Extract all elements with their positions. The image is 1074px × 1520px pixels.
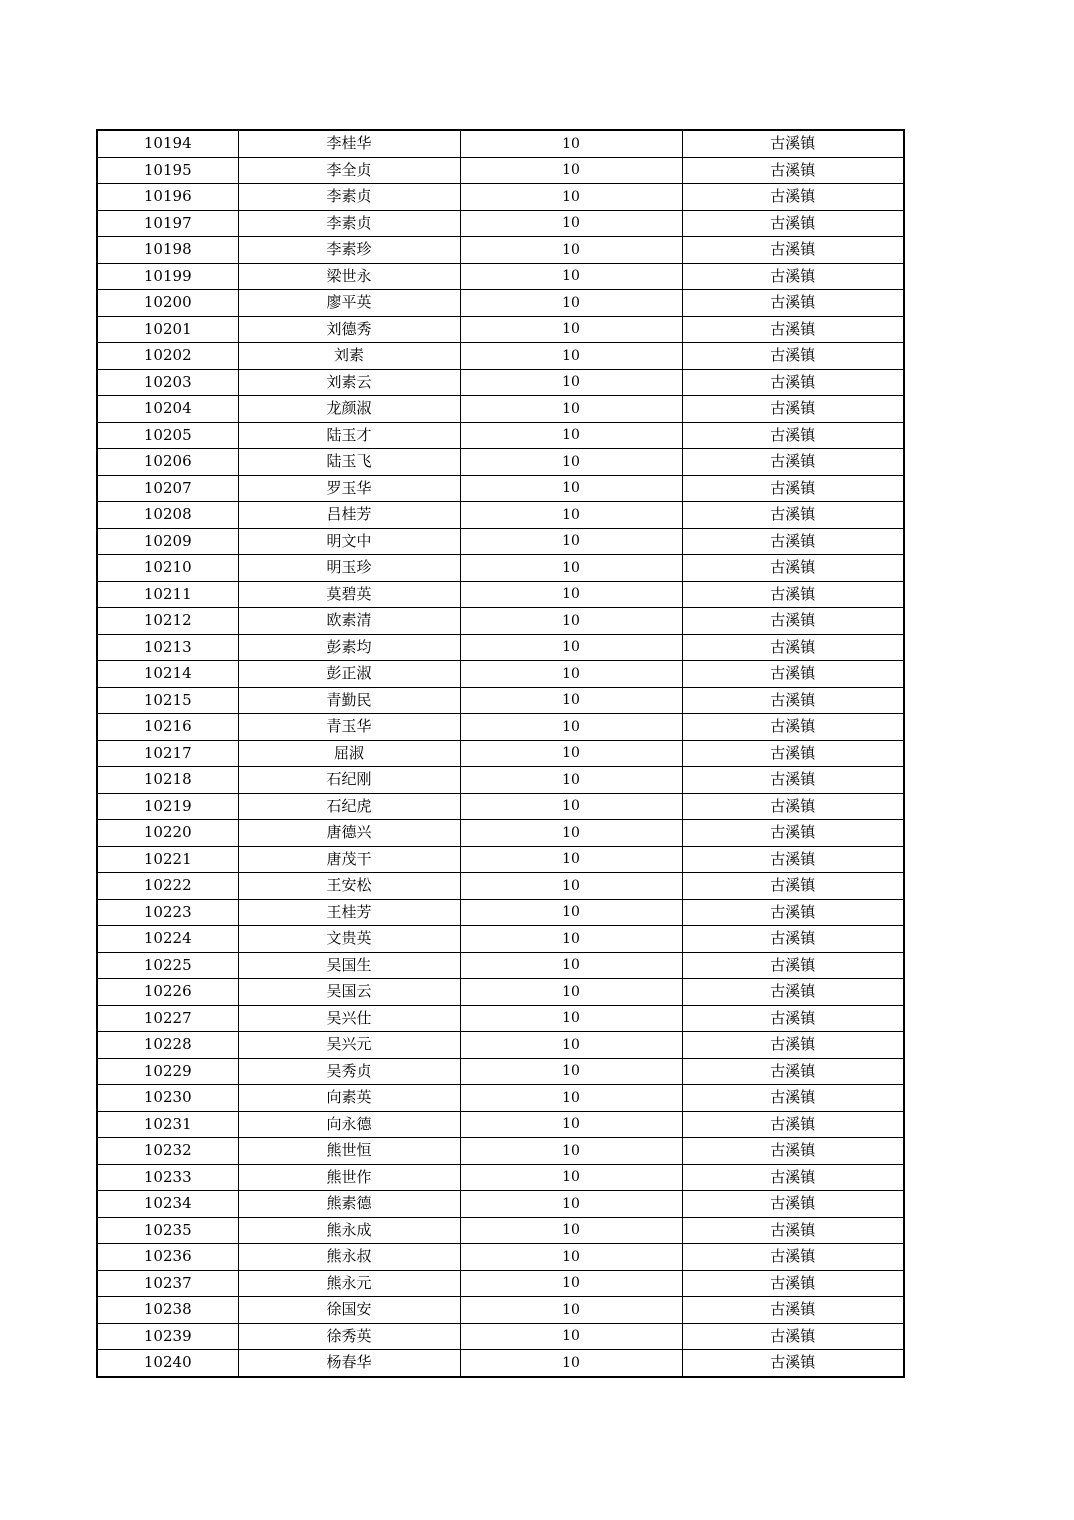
town-cell: 古溪镇 bbox=[682, 740, 904, 767]
name-cell: 彭正淑 bbox=[238, 661, 460, 688]
amount-cell: 10 bbox=[460, 1138, 682, 1165]
town-cell: 古溪镇 bbox=[682, 555, 904, 582]
name-cell: 李桂华 bbox=[238, 130, 460, 157]
amount-cell: 10 bbox=[460, 422, 682, 449]
id-cell: 10222 bbox=[97, 873, 238, 900]
town-cell: 古溪镇 bbox=[682, 263, 904, 290]
town-cell: 古溪镇 bbox=[682, 1085, 904, 1112]
table-row bbox=[97, 369, 904, 396]
name-cell: 陆玉才 bbox=[238, 422, 460, 449]
table-row bbox=[97, 130, 904, 157]
table-row bbox=[97, 157, 904, 184]
data-table bbox=[96, 129, 905, 1378]
table-row bbox=[97, 1244, 904, 1271]
name-cell: 欧素清 bbox=[238, 608, 460, 635]
name-cell: 熊世作 bbox=[238, 1164, 460, 1191]
id-cell: 10240 bbox=[97, 1350, 238, 1377]
town-cell: 古溪镇 bbox=[682, 581, 904, 608]
amount-cell: 10 bbox=[460, 952, 682, 979]
town-cell: 古溪镇 bbox=[682, 714, 904, 741]
id-cell: 10228 bbox=[97, 1032, 238, 1059]
table-row bbox=[97, 634, 904, 661]
table-row bbox=[97, 1138, 904, 1165]
name-cell: 徐国安 bbox=[238, 1297, 460, 1324]
id-cell: 10215 bbox=[97, 687, 238, 714]
id-cell: 10194 bbox=[97, 130, 238, 157]
id-cell: 10198 bbox=[97, 237, 238, 264]
table-row bbox=[97, 873, 904, 900]
name-cell: 梁世永 bbox=[238, 263, 460, 290]
name-cell: 明文中 bbox=[238, 528, 460, 555]
table-row bbox=[97, 714, 904, 741]
name-cell: 彭素均 bbox=[238, 634, 460, 661]
name-cell: 屈淑 bbox=[238, 740, 460, 767]
table-row bbox=[97, 396, 904, 423]
amount-cell: 10 bbox=[460, 396, 682, 423]
table-row bbox=[97, 1032, 904, 1059]
name-cell: 陆玉飞 bbox=[238, 449, 460, 476]
town-cell: 古溪镇 bbox=[682, 1350, 904, 1377]
town-cell: 古溪镇 bbox=[682, 899, 904, 926]
name-cell: 青勤民 bbox=[238, 687, 460, 714]
amount-cell: 10 bbox=[460, 369, 682, 396]
town-cell: 古溪镇 bbox=[682, 1032, 904, 1059]
id-cell: 10226 bbox=[97, 979, 238, 1006]
id-cell: 10235 bbox=[97, 1217, 238, 1244]
table-body bbox=[97, 130, 904, 1377]
town-cell: 古溪镇 bbox=[682, 1323, 904, 1350]
table-row bbox=[97, 767, 904, 794]
name-cell: 王桂芳 bbox=[238, 899, 460, 926]
name-cell: 龙颜淑 bbox=[238, 396, 460, 423]
amount-cell: 10 bbox=[460, 475, 682, 502]
id-cell: 10212 bbox=[97, 608, 238, 635]
id-cell: 10209 bbox=[97, 528, 238, 555]
town-cell: 古溪镇 bbox=[682, 210, 904, 237]
amount-cell: 10 bbox=[460, 528, 682, 555]
town-cell: 古溪镇 bbox=[682, 1297, 904, 1324]
id-cell: 10208 bbox=[97, 502, 238, 529]
name-cell: 李全贞 bbox=[238, 157, 460, 184]
amount-cell: 10 bbox=[460, 926, 682, 953]
name-cell: 刘素 bbox=[238, 343, 460, 370]
town-cell: 古溪镇 bbox=[682, 952, 904, 979]
amount-cell: 10 bbox=[460, 1297, 682, 1324]
table-row bbox=[97, 528, 904, 555]
id-cell: 10224 bbox=[97, 926, 238, 953]
table-row bbox=[97, 1217, 904, 1244]
table-row bbox=[97, 820, 904, 847]
amount-cell: 10 bbox=[460, 184, 682, 211]
town-cell: 古溪镇 bbox=[682, 661, 904, 688]
id-cell: 10218 bbox=[97, 767, 238, 794]
id-cell: 10200 bbox=[97, 290, 238, 317]
amount-cell: 10 bbox=[460, 210, 682, 237]
name-cell: 刘素云 bbox=[238, 369, 460, 396]
table-row bbox=[97, 608, 904, 635]
town-cell: 古溪镇 bbox=[682, 1191, 904, 1218]
id-cell: 10232 bbox=[97, 1138, 238, 1165]
amount-cell: 10 bbox=[460, 767, 682, 794]
name-cell: 唐德兴 bbox=[238, 820, 460, 847]
table-row bbox=[97, 1323, 904, 1350]
table-row bbox=[97, 1058, 904, 1085]
town-cell: 古溪镇 bbox=[682, 1270, 904, 1297]
id-cell: 10211 bbox=[97, 581, 238, 608]
town-cell: 古溪镇 bbox=[682, 502, 904, 529]
amount-cell: 10 bbox=[460, 1217, 682, 1244]
amount-cell: 10 bbox=[460, 846, 682, 873]
amount-cell: 10 bbox=[460, 1191, 682, 1218]
id-cell: 10203 bbox=[97, 369, 238, 396]
amount-cell: 10 bbox=[460, 581, 682, 608]
id-cell: 10213 bbox=[97, 634, 238, 661]
town-cell: 古溪镇 bbox=[682, 422, 904, 449]
name-cell: 熊永元 bbox=[238, 1270, 460, 1297]
amount-cell: 10 bbox=[460, 1111, 682, 1138]
town-cell: 古溪镇 bbox=[682, 130, 904, 157]
town-cell: 古溪镇 bbox=[682, 396, 904, 423]
table-row bbox=[97, 661, 904, 688]
name-cell: 李素珍 bbox=[238, 237, 460, 264]
table-row bbox=[97, 899, 904, 926]
amount-cell: 10 bbox=[460, 740, 682, 767]
name-cell: 向永德 bbox=[238, 1111, 460, 1138]
name-cell: 熊素德 bbox=[238, 1191, 460, 1218]
name-cell: 熊永成 bbox=[238, 1217, 460, 1244]
name-cell: 唐茂干 bbox=[238, 846, 460, 873]
table-row bbox=[97, 422, 904, 449]
amount-cell: 10 bbox=[460, 793, 682, 820]
table-row bbox=[97, 581, 904, 608]
id-cell: 10207 bbox=[97, 475, 238, 502]
name-cell: 明玉珍 bbox=[238, 555, 460, 582]
id-cell: 10206 bbox=[97, 449, 238, 476]
id-cell: 10238 bbox=[97, 1297, 238, 1324]
amount-cell: 10 bbox=[460, 343, 682, 370]
table-row bbox=[97, 1297, 904, 1324]
town-cell: 古溪镇 bbox=[682, 1217, 904, 1244]
table-row bbox=[97, 343, 904, 370]
id-cell: 10221 bbox=[97, 846, 238, 873]
table-row bbox=[97, 502, 904, 529]
id-cell: 10217 bbox=[97, 740, 238, 767]
table-row bbox=[97, 1191, 904, 1218]
id-cell: 10216 bbox=[97, 714, 238, 741]
id-cell: 10197 bbox=[97, 210, 238, 237]
id-cell: 10196 bbox=[97, 184, 238, 211]
town-cell: 古溪镇 bbox=[682, 793, 904, 820]
town-cell: 古溪镇 bbox=[682, 184, 904, 211]
town-cell: 古溪镇 bbox=[682, 687, 904, 714]
table-row bbox=[97, 290, 904, 317]
amount-cell: 10 bbox=[460, 873, 682, 900]
name-cell: 向素英 bbox=[238, 1085, 460, 1112]
name-cell: 李素贞 bbox=[238, 184, 460, 211]
town-cell: 古溪镇 bbox=[682, 1164, 904, 1191]
amount-cell: 10 bbox=[460, 1085, 682, 1112]
id-cell: 10202 bbox=[97, 343, 238, 370]
name-cell: 吴国生 bbox=[238, 952, 460, 979]
name-cell: 王安松 bbox=[238, 873, 460, 900]
table-row bbox=[97, 1350, 904, 1377]
town-cell: 古溪镇 bbox=[682, 846, 904, 873]
name-cell: 熊永叔 bbox=[238, 1244, 460, 1271]
id-cell: 10201 bbox=[97, 316, 238, 343]
town-cell: 古溪镇 bbox=[682, 316, 904, 343]
amount-cell: 10 bbox=[460, 1058, 682, 1085]
id-cell: 10204 bbox=[97, 396, 238, 423]
town-cell: 古溪镇 bbox=[682, 475, 904, 502]
name-cell: 杨春华 bbox=[238, 1350, 460, 1377]
table-row bbox=[97, 237, 904, 264]
amount-cell: 10 bbox=[460, 714, 682, 741]
amount-cell: 10 bbox=[460, 1350, 682, 1377]
id-cell: 10210 bbox=[97, 555, 238, 582]
table-row bbox=[97, 1270, 904, 1297]
table-row bbox=[97, 210, 904, 237]
amount-cell: 10 bbox=[460, 1244, 682, 1271]
table-row bbox=[97, 1111, 904, 1138]
town-cell: 古溪镇 bbox=[682, 157, 904, 184]
id-cell: 10214 bbox=[97, 661, 238, 688]
amount-cell: 10 bbox=[460, 1323, 682, 1350]
id-cell: 10229 bbox=[97, 1058, 238, 1085]
town-cell: 古溪镇 bbox=[682, 237, 904, 264]
id-cell: 10227 bbox=[97, 1005, 238, 1032]
name-cell: 吴兴元 bbox=[238, 1032, 460, 1059]
table-row bbox=[97, 316, 904, 343]
amount-cell: 10 bbox=[460, 979, 682, 1006]
name-cell: 文贵英 bbox=[238, 926, 460, 953]
amount-cell: 10 bbox=[460, 1164, 682, 1191]
amount-cell: 10 bbox=[460, 661, 682, 688]
amount-cell: 10 bbox=[460, 130, 682, 157]
table-row bbox=[97, 979, 904, 1006]
table-row bbox=[97, 449, 904, 476]
id-cell: 10220 bbox=[97, 820, 238, 847]
table-row bbox=[97, 952, 904, 979]
town-cell: 古溪镇 bbox=[682, 979, 904, 1006]
amount-cell: 10 bbox=[460, 237, 682, 264]
name-cell: 石纪刚 bbox=[238, 767, 460, 794]
town-cell: 古溪镇 bbox=[682, 1111, 904, 1138]
town-cell: 古溪镇 bbox=[682, 449, 904, 476]
town-cell: 古溪镇 bbox=[682, 369, 904, 396]
amount-cell: 10 bbox=[460, 634, 682, 661]
name-cell: 刘德秀 bbox=[238, 316, 460, 343]
town-cell: 古溪镇 bbox=[682, 873, 904, 900]
amount-cell: 10 bbox=[460, 449, 682, 476]
amount-cell: 10 bbox=[460, 555, 682, 582]
town-cell: 古溪镇 bbox=[682, 290, 904, 317]
id-cell: 10233 bbox=[97, 1164, 238, 1191]
town-cell: 古溪镇 bbox=[682, 528, 904, 555]
id-cell: 10230 bbox=[97, 1085, 238, 1112]
amount-cell: 10 bbox=[460, 263, 682, 290]
town-cell: 古溪镇 bbox=[682, 608, 904, 635]
name-cell: 廖平英 bbox=[238, 290, 460, 317]
table-row bbox=[97, 926, 904, 953]
town-cell: 古溪镇 bbox=[682, 1244, 904, 1271]
amount-cell: 10 bbox=[460, 502, 682, 529]
town-cell: 古溪镇 bbox=[682, 767, 904, 794]
id-cell: 10219 bbox=[97, 793, 238, 820]
id-cell: 10195 bbox=[97, 157, 238, 184]
amount-cell: 10 bbox=[460, 1032, 682, 1059]
id-cell: 10205 bbox=[97, 422, 238, 449]
town-cell: 古溪镇 bbox=[682, 1005, 904, 1032]
town-cell: 古溪镇 bbox=[682, 820, 904, 847]
table-row bbox=[97, 1164, 904, 1191]
name-cell: 吴兴仕 bbox=[238, 1005, 460, 1032]
name-cell: 罗玉华 bbox=[238, 475, 460, 502]
id-cell: 10231 bbox=[97, 1111, 238, 1138]
name-cell: 石纪虎 bbox=[238, 793, 460, 820]
town-cell: 古溪镇 bbox=[682, 926, 904, 953]
id-cell: 10237 bbox=[97, 1270, 238, 1297]
table-row bbox=[97, 740, 904, 767]
table-row bbox=[97, 793, 904, 820]
name-cell: 吴国云 bbox=[238, 979, 460, 1006]
name-cell: 青玉华 bbox=[238, 714, 460, 741]
id-cell: 10236 bbox=[97, 1244, 238, 1271]
amount-cell: 10 bbox=[460, 899, 682, 926]
id-cell: 10234 bbox=[97, 1191, 238, 1218]
amount-cell: 10 bbox=[460, 687, 682, 714]
amount-cell: 10 bbox=[460, 316, 682, 343]
id-cell: 10225 bbox=[97, 952, 238, 979]
table-row bbox=[97, 263, 904, 290]
name-cell: 徐秀英 bbox=[238, 1323, 460, 1350]
amount-cell: 10 bbox=[460, 290, 682, 317]
table-row bbox=[97, 1085, 904, 1112]
id-cell: 10199 bbox=[97, 263, 238, 290]
table-row bbox=[97, 475, 904, 502]
name-cell: 熊世恒 bbox=[238, 1138, 460, 1165]
name-cell: 吕桂芳 bbox=[238, 502, 460, 529]
town-cell: 古溪镇 bbox=[682, 1138, 904, 1165]
id-cell: 10239 bbox=[97, 1323, 238, 1350]
town-cell: 古溪镇 bbox=[682, 1058, 904, 1085]
table-row bbox=[97, 846, 904, 873]
amount-cell: 10 bbox=[460, 1005, 682, 1032]
name-cell: 莫碧英 bbox=[238, 581, 460, 608]
town-cell: 古溪镇 bbox=[682, 634, 904, 661]
id-cell: 10223 bbox=[97, 899, 238, 926]
table-row bbox=[97, 184, 904, 211]
amount-cell: 10 bbox=[460, 608, 682, 635]
name-cell: 吴秀贞 bbox=[238, 1058, 460, 1085]
name-cell: 李素贞 bbox=[238, 210, 460, 237]
amount-cell: 10 bbox=[460, 820, 682, 847]
table-row bbox=[97, 687, 904, 714]
amount-cell: 10 bbox=[460, 1270, 682, 1297]
town-cell: 古溪镇 bbox=[682, 343, 904, 370]
table-row bbox=[97, 1005, 904, 1032]
amount-cell: 10 bbox=[460, 157, 682, 184]
table-row bbox=[97, 555, 904, 582]
